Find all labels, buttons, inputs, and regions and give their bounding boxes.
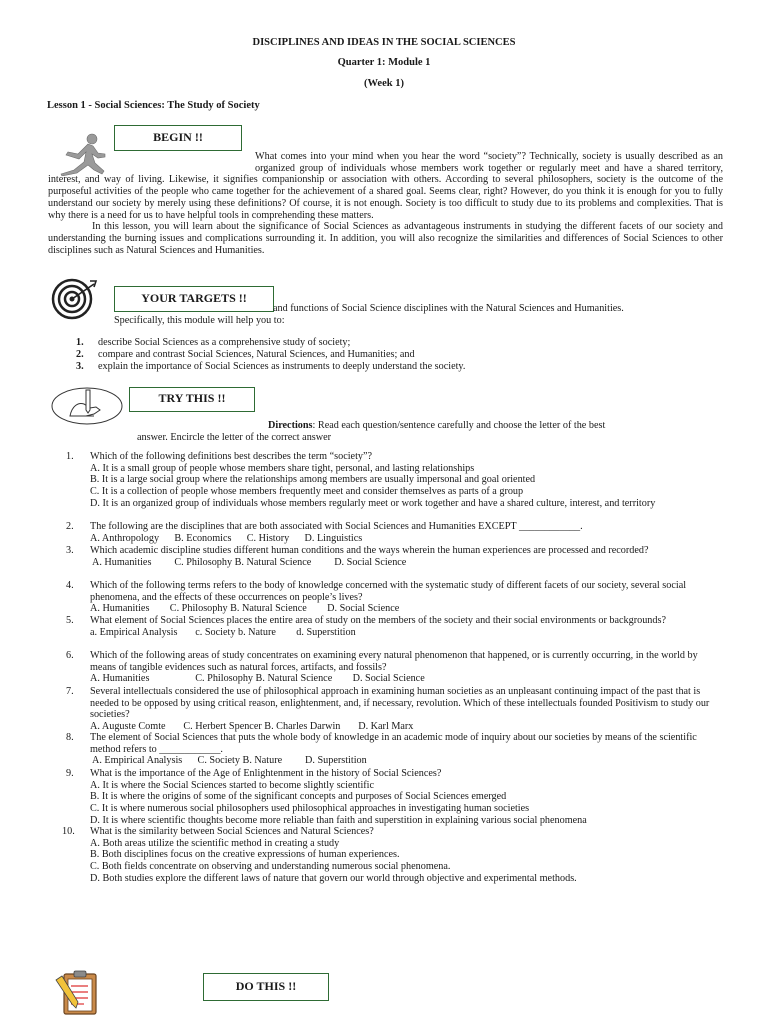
directions-text: : Read each question/sentence carefully and choose the letter of the best xyxy=(312,420,606,431)
quarter-label: Quarter 1: Module 1 xyxy=(337,57,431,68)
option[interactable]: D. It is an organized group of individuals whose members regularly meet or work together and have a shared culture, interest, and territory xyxy=(90,497,656,509)
begin-paragraph-1: What comes into your mind when you hear the word “society”? Technically, society is usually described as an organized group of individuals whose members work together or regularly meet and have a shared territory, interest, and way of living. Likewise, it signifies companionship or association with others. According to several philosophers, society is the outcome of the purposeful activities of the people who came together for the achievement of a shared goal. Seems clear, right? However, do you think it is enough for you to fully understand our society by merely using these definitions? Of course, it is not enough. Society is too difficult to study due to its problems and complexities. That is why there is a need for us to have helpful tools in comprehending these matters. xyxy=(48,151,723,221)
option-row[interactable]: A. Anthropology B. Economics C. History D. Linguistics xyxy=(90,532,363,544)
target-item: 3. explain the importance of Social Sciences as instruments to deeply understand the society. xyxy=(76,361,466,372)
question-5: 5. What element of Social Sciences places the entire area of study on the members of the society and their social environments or backgrounds? a. Empirical Analysis c. Society b. Nature d. Superstition xyxy=(66,615,726,638)
option[interactable]: D. It is where scientific thoughts become more reliable than faith and superstition in explaining various social phenomena xyxy=(90,814,587,826)
directions-line-2: answer. Encircle the letter of the correct answer xyxy=(137,432,332,443)
begin-paragraph-2: In this lesson, you will learn about the significance of Social Sciences as advantageous instruments in studying the different facets of our society and understanding the burning issues and complications surrounding it. In addition, you will also recognize the similarities and differences of Social Sciences to other disciplines such as Natural Sciences and Humanities. xyxy=(48,221,723,256)
option[interactable]: B. It is where the origins of some of the significant concepts and purposes of Social Sciences emerged xyxy=(90,791,507,803)
option[interactable]: D. Both studies explore the different laws of nature that govern our world through objective and experimental methods. xyxy=(90,872,577,884)
option[interactable]: B. Both disciplines focus on the creative expressions of human experiences. xyxy=(90,849,400,861)
option[interactable]: B. It is a large social group where the relationships among members are usually impersonal and goal oriented xyxy=(90,474,536,486)
question-8: 8. The element of Social Sciences that puts the whole body of knowledge in an academic mode of inquiry about our societies by means of the scientific method refers to ____________. A. Empirical Analysis C. Society B. Nature D. Superstition xyxy=(66,732,726,767)
week-label: (Week 1) xyxy=(364,78,404,89)
lesson-title: Lesson 1 - Social Sciences: The Study of Society xyxy=(47,100,260,111)
option-row[interactable]: A. Humanities C. Philosophy B. Natural Science D. Social Science xyxy=(90,603,400,615)
option[interactable]: A. It is where the Social Sciences started to become slightly scientific xyxy=(90,779,375,791)
option[interactable]: C. It is a collection of people whose members frequently meet and consider themselves as parts of a group xyxy=(90,486,524,498)
question-1: 1. Which of the following definitions best describes the term “society”? A. It is a small group of people whose members share tight, personal, and lasting relationships B. It is a large social group where the relationships among members are usually impersonal and goal oriented C. It is a collection of people whose members frequently meet and consider themselves as parts of a group D. It is an organized group of individuals whose members regularly meet or work together and have a shared culture, interest, and territory xyxy=(66,451,726,510)
targets-intro-line2: Specifically, this module will help you to: xyxy=(114,315,285,326)
question-4: 4. Which of the following terms refers to the body of knowledge concerned with the systematic study of different facets of our society, several social phenomena, and the effects of these occurrences on people’s lives? A. Humanities C. Philosophy B. Natural Science D. Social Science xyxy=(66,580,726,615)
question-6: 6. Which of the following areas of study concentrates on examining every natural phenomenon that happened, or is currently occurring, in the world by means of tangible evidences such as natural forces, artifacts, and fossils? A. Humanities C. Philosophy B. Natural Science D. Social Science xyxy=(66,650,726,685)
option-row[interactable]: A. Humanities C. Philosophy B. Natural Science D. Social Science xyxy=(90,673,425,685)
writing-hand-icon xyxy=(50,386,124,426)
question-3: 3. Which academic discipline studies different human conditions and the ways wherein the human experiences are processed and recorded? A. Humanities C. Philosophy B. Natural Science D. Social Science xyxy=(66,545,726,568)
directions-line xyxy=(268,420,605,432)
option-row[interactable]: A. Humanities C. Philosophy B. Natural Science D. Social Science xyxy=(90,556,407,568)
option[interactable]: A. It is a small group of people whose members share tight, personal, and lasting relationships xyxy=(90,462,475,474)
targets-list xyxy=(76,337,716,373)
begin-text-block xyxy=(48,151,723,266)
targets-intro-line1: and functions of Social Science disciplines with the Natural Sciences and Humanities. xyxy=(273,303,624,314)
target-icon xyxy=(48,278,98,320)
question-7: 7. Several intellectuals considered the use of philosophical approach in examining human societies as an unpleasant continuing impact of the past that is needed to be opposed by using critical reason, enlightenment, and, if necessary, revolution. Which of these intellectuals founded Positivism to study our societies? A. Auguste Comte C. Herbert Spencer B. Charles Darwin D. Karl Marx xyxy=(66,686,726,733)
question-9: 9. What is the importance of the Age of Enlightenment in the history of Social Sciences? A. It is where the Social Sciences started to become slightly scientific B. It is where the origins of some of the significant concepts and purposes of Social Sciences emerged C. It is where numerous social philosophers used philosophical approaches in investigating human societies D. It is where scientific thoughts become more reliable than faith and superstition in explaining various social phenomena xyxy=(66,768,726,827)
try-this-heading: TRY THIS !! xyxy=(129,387,255,412)
begin-heading: BEGIN !! xyxy=(114,125,242,151)
do-this-heading: DO THIS !! xyxy=(203,973,329,1001)
target-item: 2. compare and contrast Social Sciences, Natural Sciences, and Humanities; and xyxy=(76,349,415,360)
option[interactable]: C. Both fields concentrate on observing and understanding numerous social phenomena. xyxy=(90,861,451,873)
option-row[interactable]: a. Empirical Analysis c. Society b. Nature d. Superstition xyxy=(90,626,356,638)
clipboard-pencil-icon xyxy=(52,968,112,1016)
option[interactable]: A. Both areas utilize the scientific method in creating a study xyxy=(90,837,340,849)
option-row[interactable]: A. Empirical Analysis C. Society B. Nature D. Superstition xyxy=(90,755,367,767)
option[interactable]: C. It is where numerous social philosophers used philosophical approaches in investigating human societies xyxy=(90,803,530,815)
option-row[interactable]: A. Auguste Comte C. Herbert Spencer B. Charles Darwin D. Karl Marx xyxy=(90,721,414,733)
directions-label: Directions xyxy=(268,420,313,431)
question-2: 2. The following are the disciplines that are both associated with Social Sciences and Humanities EXCEPT ____________. A. Anthropology B. Economics C. History D. Linguistics xyxy=(66,521,726,544)
target-item: 1. describe Social Sciences as a comprehensive study of society; xyxy=(76,337,351,348)
targets-heading: YOUR TARGETS !! xyxy=(114,286,274,312)
document-title: DISCIPLINES AND IDEAS IN THE SOCIAL SCIENCES xyxy=(252,37,516,48)
question-10: 10. What is the similarity between Social Sciences and Natural Sciences? A. Both areas utilize the scientific method in creating a study B. Both disciplines focus on the creative expressions of human experiences. C. Both fields concentrate on observing and understanding numerous social phenomena. D. Both studies explore the different laws of nature that govern our world through objective and experimental methods. xyxy=(66,826,726,885)
